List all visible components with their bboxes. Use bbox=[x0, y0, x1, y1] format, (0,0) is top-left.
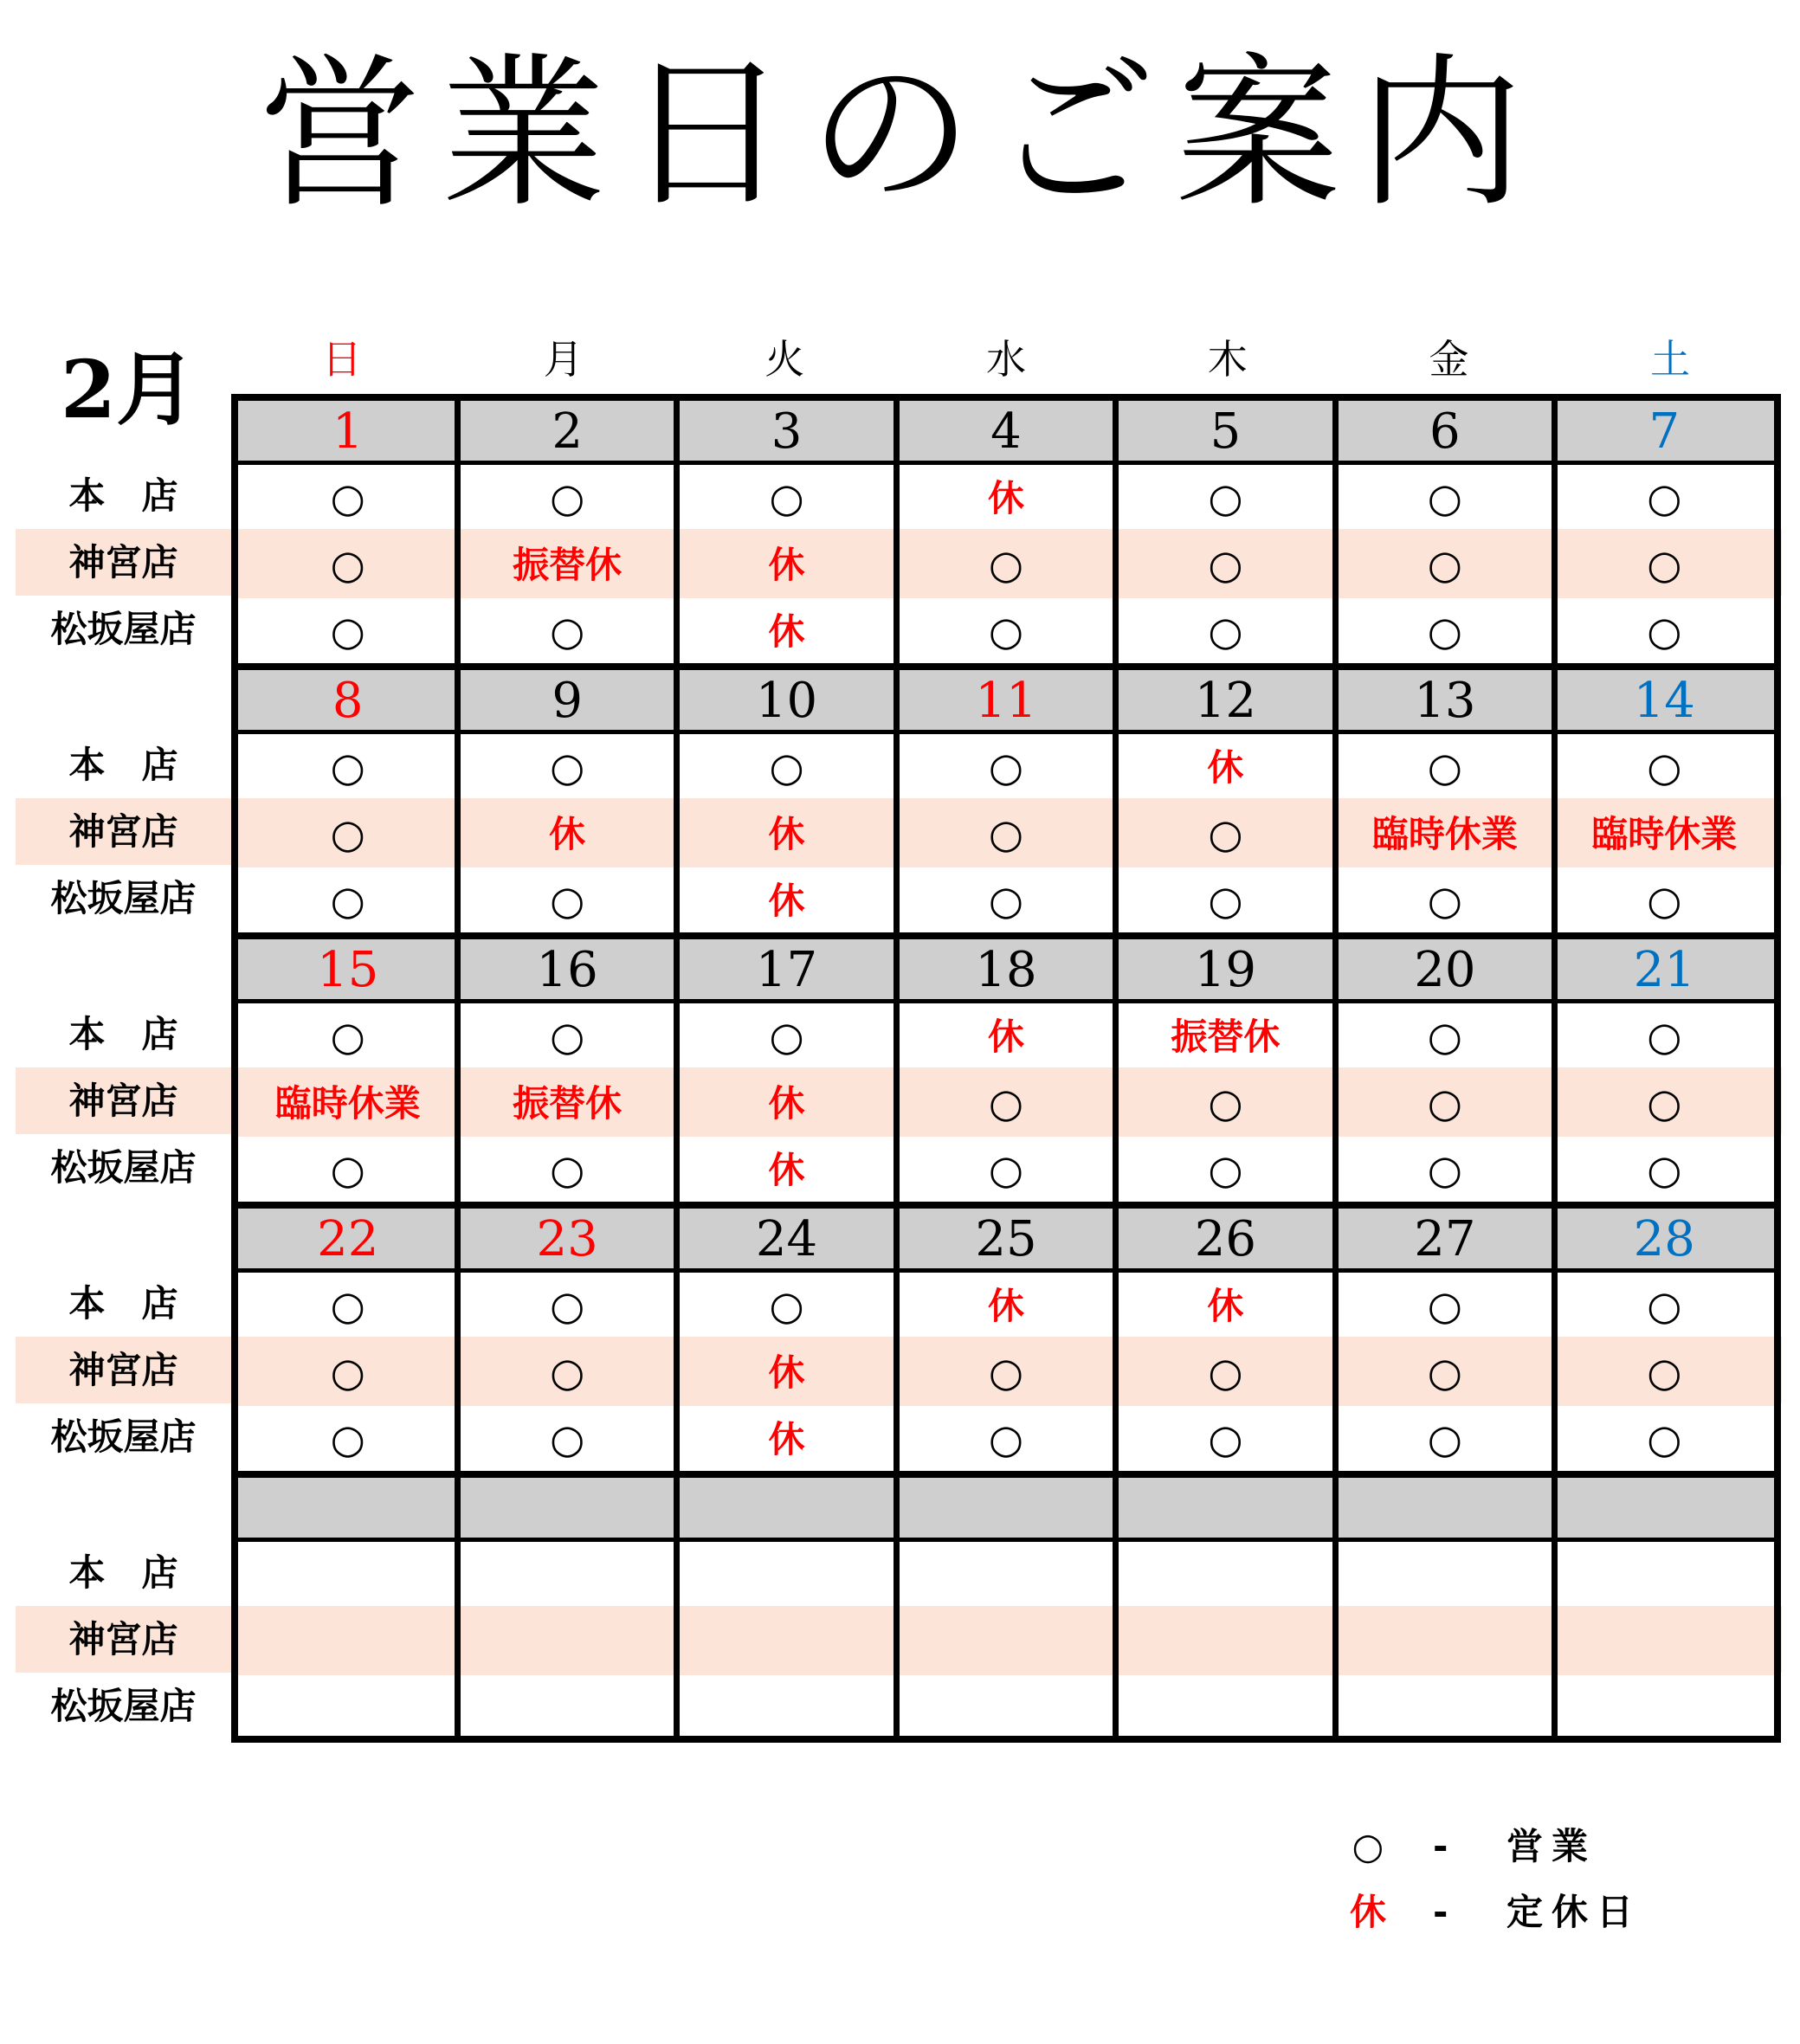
store-label: 神宮店 bbox=[68, 1349, 178, 1391]
closed-status-cell: 休 bbox=[987, 477, 1024, 519]
open-status-cell: ○ bbox=[1647, 1146, 1682, 1193]
open-status-cell: ○ bbox=[1335, 532, 1554, 598]
week-block bbox=[238, 1202, 1774, 1471]
store-label: 松坂屋店 bbox=[50, 608, 197, 650]
closed-status-cell: 休 bbox=[987, 1016, 1024, 1058]
date-cell: 12 bbox=[1116, 670, 1335, 734]
open-status-cell: ○ bbox=[330, 1146, 365, 1193]
open-status-cell: ○ bbox=[896, 801, 1115, 867]
open-status-cell: ○ bbox=[1116, 1070, 1335, 1137]
closed-status-cell: 休 bbox=[677, 532, 896, 598]
closed-status-cell: 休 bbox=[677, 1070, 896, 1137]
date-cell: 17 bbox=[677, 939, 896, 1003]
open-status-cell: ○ bbox=[1116, 532, 1335, 598]
date-cell: 21 bbox=[1555, 939, 1774, 1003]
column-divider bbox=[674, 932, 680, 1202]
open-status-cell: ○ bbox=[1335, 1070, 1554, 1137]
week-block bbox=[238, 663, 1774, 932]
store-label: 本 店 bbox=[68, 1282, 178, 1325]
open-status-cell: ○ bbox=[896, 1339, 1115, 1406]
status-cell bbox=[1335, 1609, 1554, 1675]
status-cell bbox=[1116, 1609, 1335, 1675]
day-column bbox=[1116, 1471, 1335, 1740]
closed-status-cell: 休 bbox=[768, 880, 805, 922]
date-cell bbox=[457, 1478, 676, 1542]
open-status-cell: ○ bbox=[1427, 877, 1462, 924]
day-column bbox=[896, 1471, 1115, 1740]
open-status-cell: ○ bbox=[769, 1013, 804, 1060]
status-cell bbox=[1555, 1542, 1774, 1609]
open-status-cell: ○ bbox=[988, 1415, 1024, 1462]
closed-status-cell: 休 bbox=[677, 801, 896, 867]
store-label: 松坂屋店 bbox=[50, 877, 197, 919]
closed-status-cell: 休 bbox=[1207, 1285, 1244, 1327]
day-column bbox=[677, 1202, 896, 1471]
status-cell bbox=[1555, 1675, 1774, 1742]
date-cell: 14 bbox=[1555, 670, 1774, 734]
column-divider bbox=[455, 663, 461, 932]
column-divider bbox=[1113, 1471, 1119, 1740]
weekday-label: 月 bbox=[543, 336, 584, 383]
date-cell: 16 bbox=[457, 939, 676, 1003]
day-column bbox=[457, 1202, 676, 1471]
date-cell bbox=[1335, 1478, 1554, 1542]
week-block bbox=[238, 932, 1774, 1202]
open-status-cell: ○ bbox=[1647, 474, 1682, 521]
column-divider bbox=[894, 663, 900, 932]
date-cell: 13 bbox=[1335, 670, 1554, 734]
status-cell bbox=[457, 1542, 676, 1609]
open-status-cell: ○ bbox=[330, 1013, 365, 1060]
open-status-cell: ○ bbox=[1427, 1415, 1462, 1462]
column-divider bbox=[1552, 394, 1558, 663]
date-cell: 7 bbox=[1555, 401, 1774, 465]
open-status-cell: ○ bbox=[988, 1146, 1024, 1193]
store-label: 神宮店 bbox=[68, 1618, 178, 1660]
date-cell bbox=[1555, 1478, 1774, 1542]
open-status-cell: ○ bbox=[550, 877, 585, 924]
week-block bbox=[238, 1471, 1774, 1740]
date-cell: 3 bbox=[677, 401, 896, 465]
day-column bbox=[1555, 394, 1774, 663]
day-column bbox=[677, 1471, 896, 1740]
open-status-cell: ○ bbox=[238, 1339, 457, 1406]
open-status-cell: ○ bbox=[550, 608, 585, 654]
open-status-cell: ○ bbox=[1208, 877, 1243, 924]
column-divider bbox=[674, 1202, 680, 1471]
weekday-label: 火 bbox=[765, 336, 805, 383]
closed-status-cell: 休 bbox=[1207, 746, 1244, 789]
open-status-cell: ○ bbox=[1427, 1013, 1462, 1060]
closed-status-cell: 振替休 bbox=[1171, 1016, 1281, 1058]
column-divider bbox=[1332, 1202, 1339, 1471]
week-divider bbox=[238, 1471, 1774, 1478]
closed-status-cell: 休 bbox=[987, 1285, 1024, 1327]
open-status-cell: ○ bbox=[1647, 608, 1682, 654]
date-cell: 24 bbox=[677, 1209, 896, 1273]
day-column bbox=[896, 394, 1115, 663]
column-divider bbox=[1332, 1471, 1339, 1740]
date-cell: 15 bbox=[238, 939, 457, 1003]
day-column bbox=[1116, 394, 1335, 663]
legend-text: 営業 bbox=[1506, 1825, 1597, 1867]
date-cell: 22 bbox=[238, 1209, 457, 1273]
day-column bbox=[1555, 1471, 1774, 1740]
open-status-cell: ○ bbox=[1555, 532, 1774, 598]
open-status-cell: ○ bbox=[550, 1146, 585, 1193]
store-label: 神宮店 bbox=[68, 810, 178, 853]
open-status-cell: ○ bbox=[550, 1013, 585, 1060]
day-column bbox=[238, 1202, 457, 1471]
day-column bbox=[1335, 663, 1554, 932]
day-column bbox=[1335, 1202, 1554, 1471]
status-cell bbox=[1116, 1675, 1335, 1742]
column-divider bbox=[1332, 932, 1339, 1202]
open-status-cell: ○ bbox=[896, 1070, 1115, 1137]
status-cell bbox=[457, 1609, 676, 1675]
status-cell bbox=[238, 1675, 457, 1742]
page-title: 営業日のご案内 bbox=[257, 38, 1543, 229]
store-label: 松坂屋店 bbox=[50, 1415, 197, 1458]
closed-status-cell: 臨時休業 bbox=[1555, 801, 1774, 867]
open-status-cell: ○ bbox=[550, 744, 585, 790]
column-divider bbox=[455, 1471, 461, 1740]
open-status-cell: ○ bbox=[330, 474, 365, 521]
week-divider bbox=[238, 932, 1774, 939]
day-column bbox=[677, 394, 896, 663]
open-status-cell: ○ bbox=[1555, 1070, 1774, 1137]
date-cell: 20 bbox=[1335, 939, 1554, 1003]
weekday-label: 金 bbox=[1429, 336, 1469, 383]
store-label: 本 店 bbox=[68, 474, 178, 517]
closed-status-cell: 臨時休業 bbox=[238, 1070, 457, 1137]
open-status-cell: ○ bbox=[1427, 608, 1462, 654]
column-divider bbox=[674, 1471, 680, 1740]
calendar-table bbox=[231, 394, 1781, 1743]
column-divider bbox=[894, 932, 900, 1202]
day-column bbox=[238, 1471, 457, 1740]
closed-status-cell: 休 bbox=[768, 610, 805, 653]
open-status-cell: ○ bbox=[330, 1415, 365, 1462]
status-cell bbox=[1116, 1542, 1335, 1609]
open-status-cell: ○ bbox=[330, 608, 365, 654]
status-cell bbox=[238, 1542, 457, 1609]
date-cell bbox=[677, 1478, 896, 1542]
date-cell: 27 bbox=[1335, 1209, 1554, 1273]
closed-status-cell: 休 bbox=[457, 801, 676, 867]
day-column bbox=[1335, 932, 1554, 1202]
status-cell bbox=[677, 1542, 896, 1609]
weekday-header bbox=[231, 333, 1781, 385]
column-divider bbox=[894, 1202, 900, 1471]
day-column bbox=[238, 663, 457, 932]
open-status-cell: ○ bbox=[1208, 1415, 1243, 1462]
status-cell bbox=[677, 1675, 896, 1742]
closed-status-cell: 休 bbox=[768, 1149, 805, 1191]
column-divider bbox=[894, 1471, 900, 1740]
day-column bbox=[1555, 932, 1774, 1202]
day-column bbox=[457, 932, 676, 1202]
status-cell bbox=[896, 1542, 1115, 1609]
open-status-cell: ○ bbox=[1427, 744, 1462, 790]
column-divider bbox=[455, 394, 461, 663]
open-status-cell: ○ bbox=[550, 474, 585, 521]
week-divider bbox=[238, 1202, 1774, 1209]
store-label: 本 店 bbox=[68, 744, 178, 786]
day-column bbox=[677, 932, 896, 1202]
closed-mark-icon: 休 bbox=[1349, 1891, 1386, 1933]
weekday-label: 日 bbox=[321, 336, 362, 383]
store-label: 神宮店 bbox=[68, 1080, 178, 1122]
day-column bbox=[1335, 1471, 1554, 1740]
date-cell: 1 bbox=[238, 401, 457, 465]
column-divider bbox=[1332, 663, 1339, 932]
open-status-cell: ○ bbox=[1208, 1146, 1243, 1193]
open-status-cell: ○ bbox=[1555, 1339, 1774, 1406]
closed-status-cell: 臨時休業 bbox=[1335, 801, 1554, 867]
date-cell: 11 bbox=[896, 670, 1115, 734]
day-column bbox=[896, 932, 1115, 1202]
open-status-cell: ○ bbox=[988, 744, 1024, 790]
status-cell bbox=[677, 1609, 896, 1675]
weekday-label: 水 bbox=[986, 336, 1027, 383]
open-circle-icon: ○ bbox=[1352, 1825, 1384, 1867]
open-status-cell: ○ bbox=[1647, 1013, 1682, 1060]
day-column bbox=[1335, 394, 1554, 663]
weekday-label: 土 bbox=[1650, 336, 1691, 383]
open-status-cell: ○ bbox=[330, 877, 365, 924]
open-status-cell: ○ bbox=[330, 744, 365, 790]
column-divider bbox=[1552, 663, 1558, 932]
column-divider bbox=[894, 394, 900, 663]
legend-text: 定休日 bbox=[1506, 1891, 1642, 1933]
day-column bbox=[238, 932, 457, 1202]
open-status-cell: ○ bbox=[1647, 1282, 1682, 1329]
open-status-cell: ○ bbox=[1647, 1415, 1682, 1462]
day-column bbox=[677, 663, 896, 932]
open-status-cell: ○ bbox=[1647, 877, 1682, 924]
column-divider bbox=[1113, 1202, 1119, 1471]
open-status-cell: ○ bbox=[550, 1282, 585, 1329]
open-status-cell: ○ bbox=[457, 1339, 676, 1406]
open-status-cell: ○ bbox=[1427, 1146, 1462, 1193]
date-cell bbox=[238, 1478, 457, 1542]
store-label: 本 店 bbox=[68, 1013, 178, 1055]
day-column bbox=[1116, 1202, 1335, 1471]
date-cell: 26 bbox=[1116, 1209, 1335, 1273]
open-status-cell: ○ bbox=[1116, 801, 1335, 867]
column-divider bbox=[1552, 1202, 1558, 1471]
closed-status-cell: 休 bbox=[677, 1339, 896, 1406]
date-cell: 8 bbox=[238, 670, 457, 734]
date-cell: 5 bbox=[1116, 401, 1335, 465]
date-cell: 25 bbox=[896, 1209, 1115, 1273]
store-label: 神宮店 bbox=[68, 541, 178, 584]
day-column bbox=[238, 394, 457, 663]
open-status-cell: ○ bbox=[769, 1282, 804, 1329]
date-cell: 10 bbox=[677, 670, 896, 734]
status-cell bbox=[896, 1609, 1115, 1675]
column-divider bbox=[1552, 1471, 1558, 1740]
day-column bbox=[1555, 663, 1774, 932]
open-status-cell: ○ bbox=[238, 801, 457, 867]
open-status-cell: ○ bbox=[988, 877, 1024, 924]
date-cell bbox=[896, 1478, 1115, 1542]
legend-dash: - bbox=[1433, 1825, 1448, 1867]
store-label: 松坂屋店 bbox=[50, 1685, 197, 1727]
weekday-label: 木 bbox=[1207, 336, 1248, 383]
open-status-cell: ○ bbox=[1208, 474, 1243, 521]
column-divider bbox=[1332, 394, 1339, 663]
open-status-cell: ○ bbox=[1427, 474, 1462, 521]
day-column bbox=[896, 663, 1115, 932]
open-status-cell: ○ bbox=[330, 1282, 365, 1329]
date-cell: 18 bbox=[896, 939, 1115, 1003]
day-column bbox=[457, 1471, 676, 1740]
status-cell bbox=[238, 1609, 457, 1675]
open-status-cell: ○ bbox=[1647, 744, 1682, 790]
date-cell: 23 bbox=[457, 1209, 676, 1273]
open-status-cell: ○ bbox=[769, 744, 804, 790]
week-block bbox=[238, 394, 1774, 663]
day-column bbox=[457, 394, 676, 663]
date-cell bbox=[1116, 1478, 1335, 1542]
open-status-cell: ○ bbox=[988, 608, 1024, 654]
column-divider bbox=[455, 932, 461, 1202]
column-divider bbox=[674, 663, 680, 932]
column-divider bbox=[1552, 932, 1558, 1202]
date-cell: 4 bbox=[896, 401, 1115, 465]
status-cell bbox=[1335, 1542, 1554, 1609]
open-status-cell: ○ bbox=[1427, 1282, 1462, 1329]
closed-status-cell: 振替休 bbox=[457, 532, 676, 598]
closed-status-cell: 振替休 bbox=[457, 1070, 676, 1137]
status-cell bbox=[1555, 1609, 1774, 1675]
week-divider bbox=[238, 663, 1774, 670]
open-status-cell: ○ bbox=[896, 532, 1115, 598]
day-column bbox=[896, 1202, 1115, 1471]
day-column bbox=[457, 663, 676, 932]
column-divider bbox=[1113, 663, 1119, 932]
open-status-cell: ○ bbox=[1335, 1339, 1554, 1406]
date-cell: 6 bbox=[1335, 401, 1554, 465]
date-cell: 28 bbox=[1555, 1209, 1774, 1273]
open-status-cell: ○ bbox=[1208, 608, 1243, 654]
day-column bbox=[1116, 663, 1335, 932]
month-label: 2月 bbox=[61, 343, 197, 436]
column-divider bbox=[1113, 394, 1119, 663]
date-cell: 9 bbox=[457, 670, 676, 734]
open-status-cell: ○ bbox=[1116, 1339, 1335, 1406]
open-status-cell: ○ bbox=[238, 532, 457, 598]
day-column bbox=[1116, 932, 1335, 1202]
day-column bbox=[1555, 1202, 1774, 1471]
column-divider bbox=[455, 1202, 461, 1471]
open-status-cell: ○ bbox=[550, 1415, 585, 1462]
column-divider bbox=[1113, 932, 1119, 1202]
status-cell bbox=[896, 1675, 1115, 1742]
store-label: 本 店 bbox=[68, 1551, 178, 1594]
status-cell bbox=[457, 1675, 676, 1742]
date-cell: 2 bbox=[457, 401, 676, 465]
status-cell bbox=[1335, 1675, 1554, 1742]
closed-status-cell: 休 bbox=[768, 1418, 805, 1460]
open-status-cell: ○ bbox=[769, 474, 804, 521]
store-label: 松坂屋店 bbox=[50, 1146, 197, 1189]
legend-dash: - bbox=[1433, 1891, 1448, 1933]
column-divider bbox=[674, 394, 680, 663]
date-cell: 19 bbox=[1116, 939, 1335, 1003]
